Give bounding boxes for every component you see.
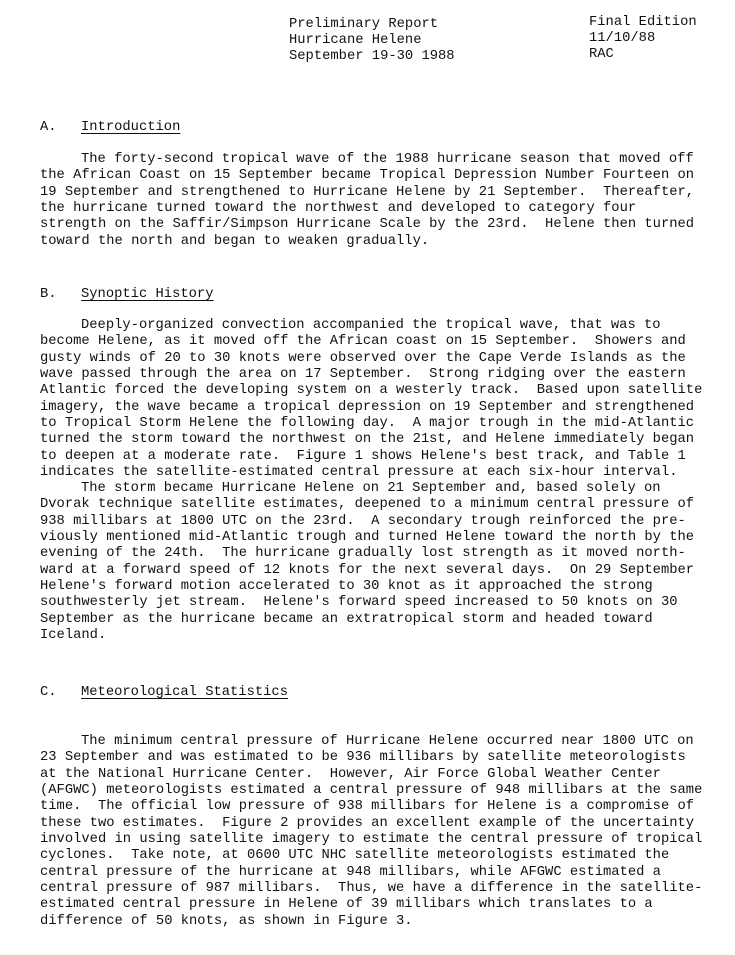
text-line: gusty winds of 20 to 30 knots were observed over the Cape Verde Islands as the bbox=[40, 350, 686, 366]
section-letter: C. bbox=[40, 685, 57, 700]
edition-label: Final Edition bbox=[589, 15, 697, 30]
section-letter: B. bbox=[40, 287, 57, 302]
text-line: at the National Hurricane Center. However, Air Force Global Weather Center bbox=[40, 766, 661, 782]
text-line: Iceland. bbox=[40, 628, 107, 644]
section-title: Meteorological Statistics bbox=[81, 685, 288, 700]
edition-date: 11/10/88 bbox=[589, 31, 656, 46]
report-title-block bbox=[289, 17, 455, 65]
text-line: these two estimates. Figure 2 provides an excellent example of the uncertainty bbox=[40, 815, 695, 831]
storm-dates: September 19-30 1988 bbox=[289, 49, 455, 64]
text-line: the hurricane turned toward the northwest and developed to category four bbox=[40, 201, 637, 217]
text-line: central pressure of 987 millibars. Thus, we have a difference in the satellite- bbox=[40, 881, 703, 897]
section-title: Synoptic History bbox=[81, 287, 214, 302]
text-line: viously mentioned mid-Atlantic trough and turned Helene toward the north by the bbox=[40, 530, 695, 546]
text-line: southwesterly jet stream. Helene's forward speed increased to 50 knots on 30 bbox=[40, 595, 678, 611]
text-line: The minimum central pressure of Hurricane Helene occurred near 1800 UTC on bbox=[81, 734, 694, 749]
introduction-paragraph bbox=[40, 152, 694, 250]
text-line: 938 millibars at 1800 UTC on the 23rd. A secondary trough reinforced the pre- bbox=[40, 513, 686, 529]
text-line: The forty-second tropical wave of the 1988 hurricane season that moved off bbox=[81, 152, 694, 167]
text-line: 23 September and was estimated to be 936 millibars by satellite meteorologists bbox=[40, 750, 686, 766]
text-line: Deeply-organized convection accompanied the tropical wave, that was to bbox=[81, 318, 661, 333]
text-line: The storm became Hurricane Helene on 21 September and, based solely on bbox=[81, 481, 661, 496]
author-initials: RAC bbox=[589, 47, 614, 62]
text-line: become Helene, as it moved off the African coast on 15 September. Showers and bbox=[40, 334, 686, 350]
section-title: Introduction bbox=[81, 120, 181, 135]
section-letter: A. bbox=[40, 120, 57, 135]
text-line: ward at a forward speed of 12 knots for the next several days. On 29 September bbox=[40, 562, 695, 578]
text-line: indicates the satellite-estimated central pressure at each six-hour interval. bbox=[40, 465, 678, 481]
text-line: to Tropical Storm Helene the following day. A major trough in the mid-Atlantic bbox=[40, 416, 695, 432]
text-line: turned the storm toward the northwest on the 21st, and Helene immediately began bbox=[40, 432, 695, 448]
text-line: difference of 50 knots, as shown in Figure 3. bbox=[40, 913, 413, 929]
text-line: September as the hurricane became an extratropical storm and headed toward bbox=[40, 611, 653, 627]
text-line: toward the north and began to weaken gradually. bbox=[40, 233, 430, 249]
text-line: estimated central pressure in Helene of 39 millibars which translates to a bbox=[40, 897, 653, 913]
text-line: Dvorak technique satellite estimates, deepened to a minimum central pressure of bbox=[40, 497, 695, 513]
text-line: cyclones. Take note, at 0600 UTC NHC satellite meteorologists estimated the bbox=[40, 848, 670, 864]
edition-block bbox=[589, 15, 697, 63]
synoptic-history-paragraph-2 bbox=[40, 481, 694, 644]
text-line: strength on the Saffir/Simpson Hurricane Scale by the 23rd. Helene then turned bbox=[40, 217, 695, 233]
report-type: Preliminary Report bbox=[289, 17, 439, 32]
meteorological-statistics-paragraph bbox=[40, 734, 702, 930]
text-line: the African Coast on 15 September became Tropical Depression Number Fourteen on bbox=[40, 168, 695, 184]
text-line: wave passed through the area on 17 September. Strong ridging over the eastern bbox=[40, 367, 686, 383]
text-line: Atlantic forced the developing system on a westerly track. Based upon satellite bbox=[40, 383, 703, 399]
text-line: central pressure of the hurricane at 948 millibars, while AFGWC estimated a bbox=[40, 864, 661, 880]
text-line: to deepen at a moderate rate. Figure 1 shows Helene's best track, and Table 1 bbox=[40, 448, 686, 464]
text-line: Helene's forward motion accelerated to 30 knot as it approached the strong bbox=[40, 579, 653, 595]
text-line: 19 September and strengthened to Hurricane Helene by 21 September. Thereafter, bbox=[40, 184, 695, 200]
text-line: imagery, the wave became a tropical depression on 19 September and strengthened bbox=[40, 399, 695, 415]
text-line: time. The official low pressure of 938 millibars for Helene is a compromise of bbox=[40, 799, 695, 815]
text-line: involved in using satellite imagery to estimate the central pressure of tropical bbox=[40, 832, 703, 848]
synoptic-history-paragraph-1 bbox=[40, 318, 702, 481]
text-line: evening of the 24th. The hurricane gradually lost strength as it moved north- bbox=[40, 546, 686, 562]
text-line: (AFGWC) meteorologists estimated a central pressure of 948 millibars at the same bbox=[40, 783, 703, 799]
storm-name: Hurricane Helene bbox=[289, 33, 422, 48]
